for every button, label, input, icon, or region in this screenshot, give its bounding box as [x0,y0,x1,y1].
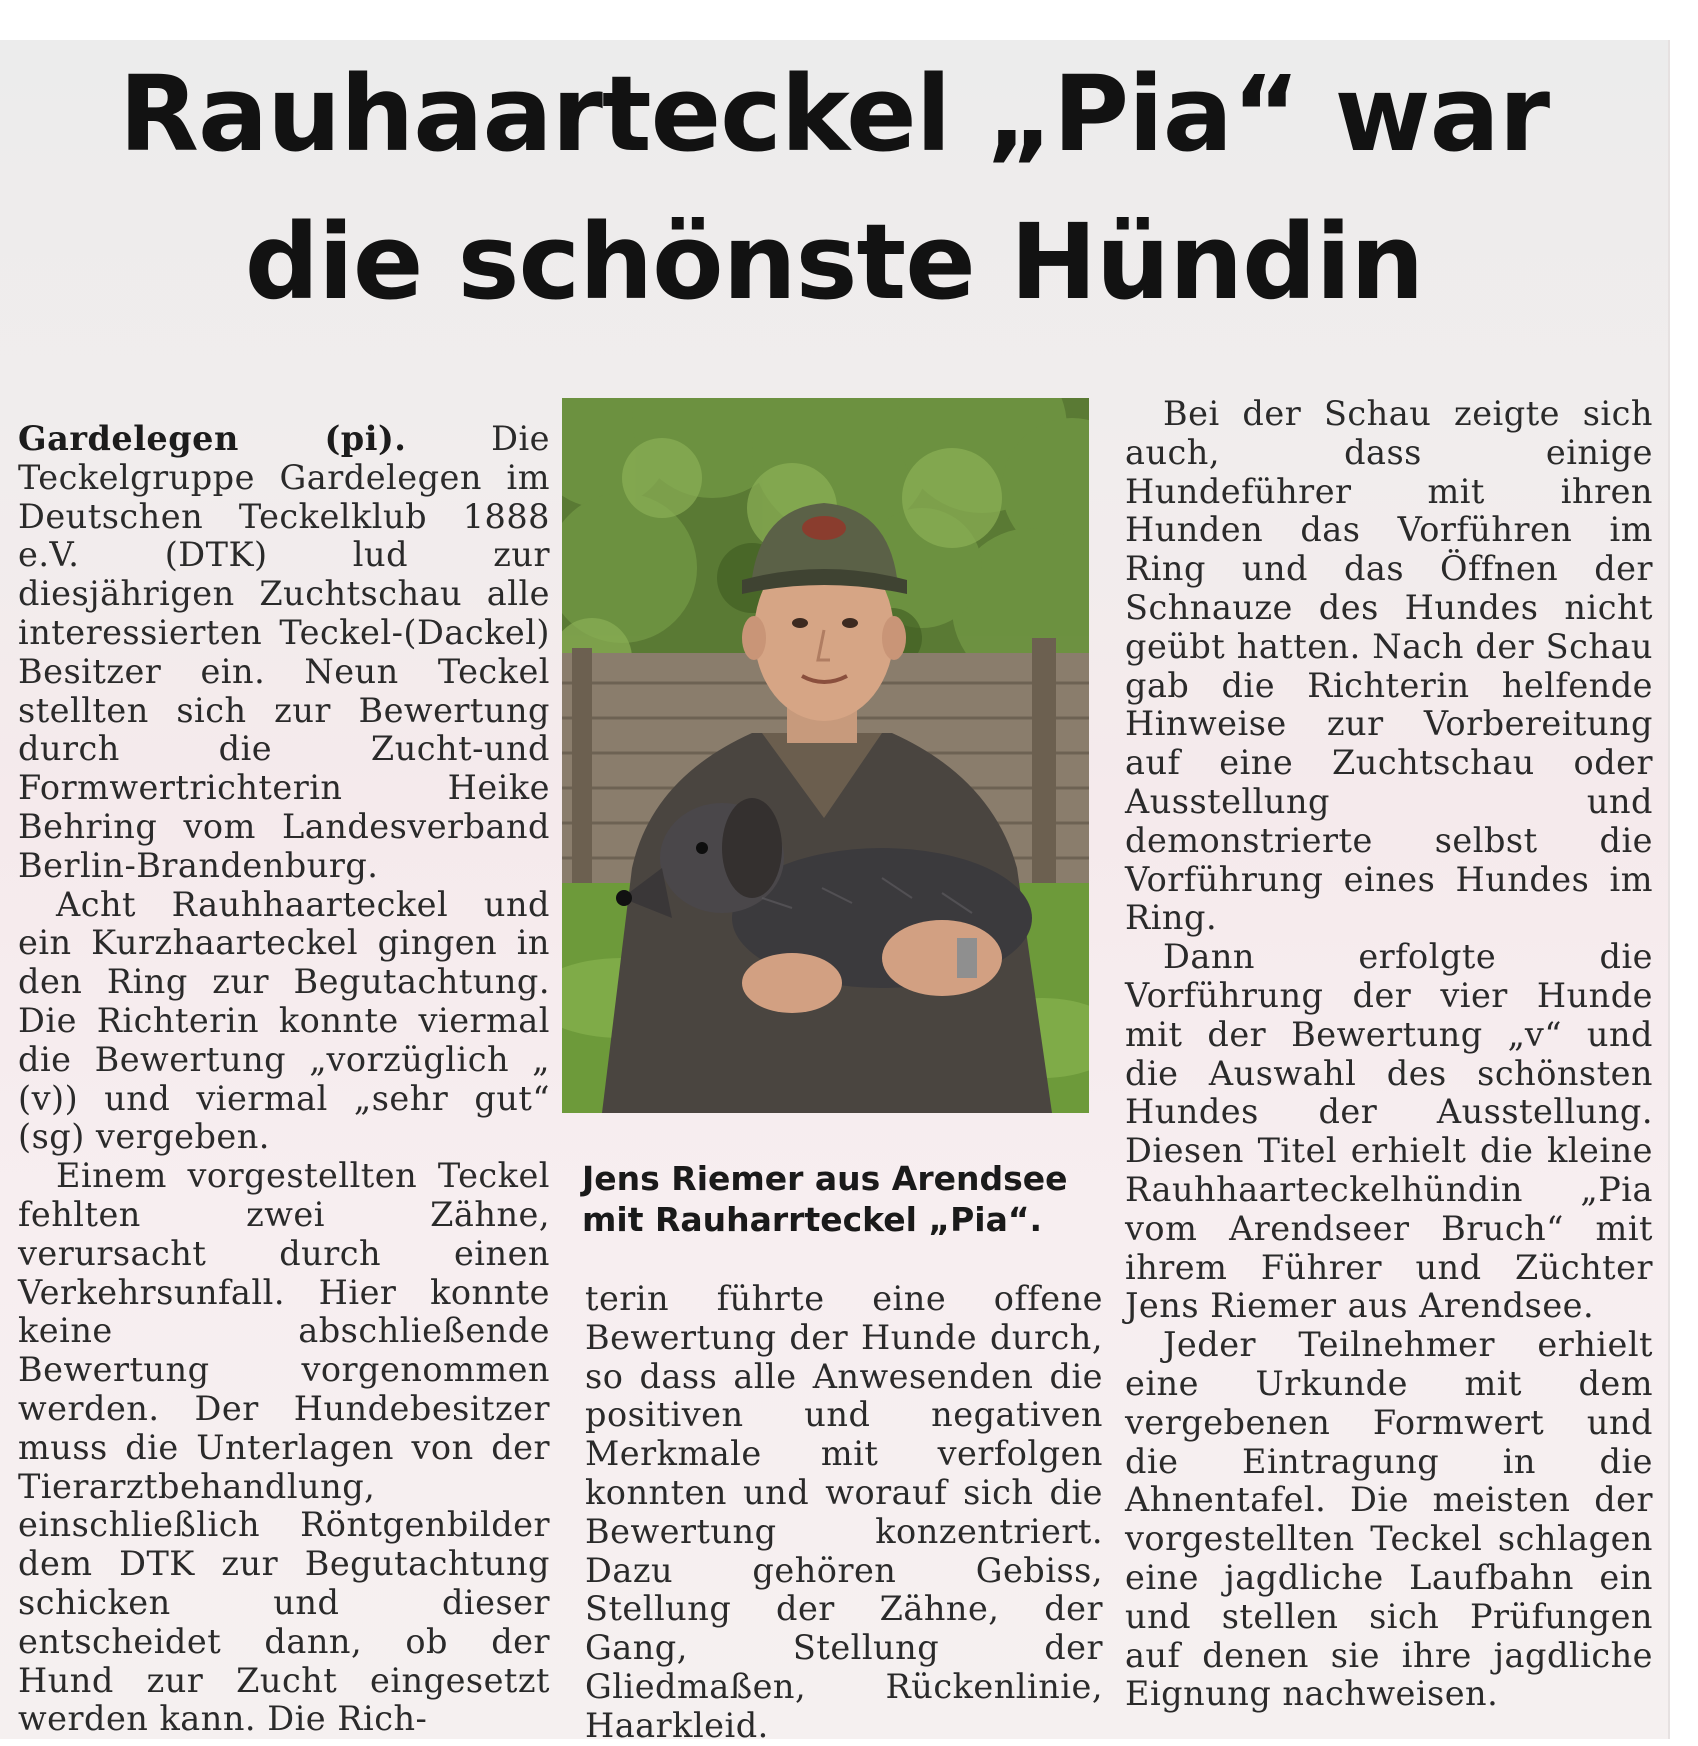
column-middle [585,1280,1103,1746]
paragraph-intro [18,420,550,886]
dateline: Gardelegen (pi). [18,419,407,458]
paragraph-judge: terin führte eine offene Bewertung der Hunde durch, so dass alle Anwesenden die positiven und negativen Merkmale mit verfolgen konnten und worauf sich die Bewertung konzentriert. Dazu gehören Gebiss, Stellung der Zähne, der Gang, Stellung der Gliedmaßen, Rückenlinie, Haarkleid. [585,1279,1103,1745]
headline [0,40,1668,336]
column-right [1125,395,1653,1714]
headline-line-1: Rauhaarteckel „Pia“ war [118,53,1550,175]
photo-caption [582,1158,1102,1240]
paragraph-certificate: Jeder Teilnehmer erhielt eine Urkunde mit dem vergebenen Formwert und die Eintragung in die Ahnentafel. Die meisten der vorgestellten Teckel schlagen eine jagdliche Laufbahn ein und stellen sich Prüfungen auf denen sie ihre jagdliche Eignung nachweisen. [1125,1325,1653,1714]
paragraph-winner: Dann erfolgte die Vorführung der vier Hunde mit der Bewertung „v“ und die Auswahl des schönsten Hundes der Ausstellung. Diesen Titel erhielt die kleine Rauhhaarteckelhündin „Pia vom Arendseer Bruch“ mit ihrem Führer und Züchter Jens Riemer aus Arendsee. [1125,937,1653,1326]
photo-icon [562,398,1089,1113]
headline-line-2: die schönste Hündin [244,201,1424,323]
paragraph-ring: Acht Rauhhaarteckel und ein Kurzhaarteckel gingen in den Ring zur Begutachtung. Die Richterin konnte viermal die Bewertung „vorzüglich „ (v)) und viermal „sehr gut“ (sg) vergeben. [18,884,550,1157]
paragraph-intro-text: Die Teckelgruppe Gardelegen im Deutschen Teckelklub 1888 e.V. (DTK) lud zur diesjährigen Zuchtschau alle interessierten Teckel-(Dackel) Besitzer ein. Neun Teckel stellten sich zur Bewertung durch die Zucht-und Formwertrichterin Heike Behring vom Landesverband Berlin-Brandenburg. [18,419,551,885]
column-left [18,420,550,1739]
caption-line-2: mit Rauharrteckel „Pia“. [582,1200,1043,1239]
caption-line-1: Jens Riemer aus Arendsee [582,1159,1068,1198]
paragraph-teeth: Einem vorgestellten Teckel fehlten zwei Zähne, verursacht durch einen Verkehrsunfall. Hier konnte keine abschließende Bewertung vorgenommen werden. Der Hundebesitzer muss die Unterlagen von der Tierarztbehandlung, einschließlich Röntgenbilder dem DTK zur Begutachtung schicken und dieser entscheidet dann, ob der Hund zur Zucht eingesetzt werden kann. Die Rich- [18,1156,550,1739]
paragraph-show: Bei der Schau zeigte sich auch, dass einige Hundeführer mit ihren Hunden das Vorführen im Ring und das Öffnen der Schnauze des Hundes nicht geübt hatten. Nach der Schau gab die Richterin helfende Hinweise zur Vorbereitung auf eine Zuchtschau oder Ausstellung und demonstrierte selbst die Vorführung eines Hundes im Ring. [1125,394,1653,938]
